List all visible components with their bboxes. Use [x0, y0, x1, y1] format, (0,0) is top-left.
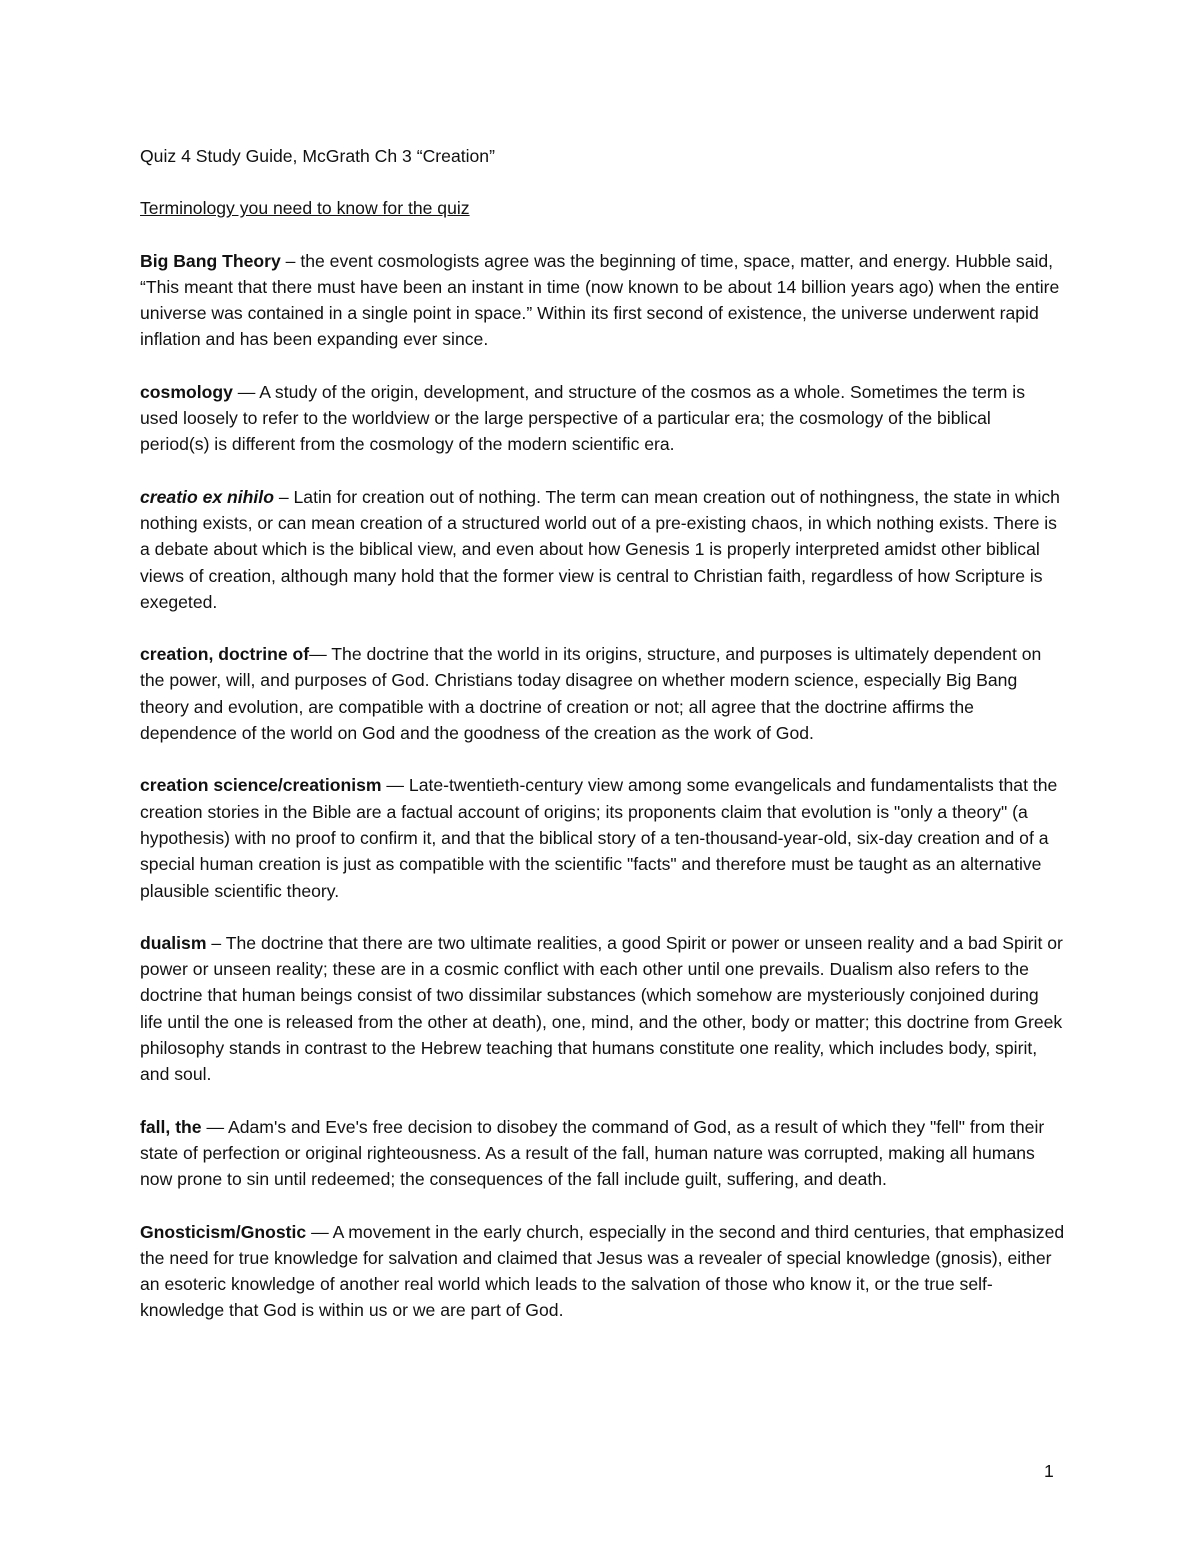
glossary-entry-creatio-ex-nihilo: [140, 484, 1065, 615]
glossary-definition: Late-twentieth-century view among some evangelicals and fundamentalists that the creation stories in the Bible are a factual account of origins; its proponents claim that evolution is "only a theory" (a hypothesis) with no proof to confirm it, and that the biblical story of a ten-thousand-year-old, six-day creation and of a special human creation is just as compatible with the scientific "facts" and therefore must be taught as an alternative plausible scientific theory.: [140, 775, 1058, 901]
term-separator: —: [309, 644, 332, 665]
glossary-term: cosmology: [140, 381, 233, 402]
glossary-definition: The doctrine that there are two ultimate realities, a good Spirit or power or unseen reality and a bad Spirit or power or unseen reality; these are in a cosmic conflict with each other until one prevails. Dualism also refers to the doctrine that human beings consist of two dissimilar substances (which somehow are mysteriously conjoined during life until the one is released from the other at death), one, mind, and the other, body or matter; this doctrine from Greek philosophy stands in contrast to the Hebrew teaching that humans constitute one reality, which includes body, spirit, and soul.: [140, 932, 1063, 1085]
glossary-definition: A movement in the early church, especially in the second and third centuries, that emphasized the need for true knowledge for salvation and claimed that Jesus was a revealer of special knowledge (gnosis), either an esoteric knowledge of another real world which leads to the salvation of those who know it, or the true self-knowledge that God is within us or we are part of God.: [140, 1221, 1065, 1321]
glossary-term: Gnosticism/Gnostic: [140, 1221, 307, 1242]
glossary-term: dualism: [140, 932, 207, 953]
term-separator: –: [280, 250, 301, 271]
glossary-definition: Adam's and Eve's free decision to disobey the command of God, as a result of which they "fell" from their state of perfection or original righteousness. As a result of the fall, human nature was corrupted, making all humans now prone to sin until redeemed; the consequences of the fall include guilt, suffering, and death.: [140, 1116, 1045, 1190]
glossary-entry-cosmology: [140, 379, 1065, 458]
glossary-entry-fall-the: [140, 1114, 1065, 1193]
document-title: Quiz 4 Study Guide, McGrath Ch 3 “Creation”: [140, 146, 495, 166]
glossary-entry-big-bang-theory: [140, 248, 1065, 353]
term-separator: —: [381, 775, 409, 796]
section-heading: Terminology you need to know for the quiz: [140, 198, 470, 219]
term-separator: –: [206, 932, 226, 953]
glossary-term: creation science/creationism: [140, 775, 382, 796]
term-separator: —: [201, 1116, 228, 1137]
term-separator: —: [232, 381, 260, 402]
glossary-term: fall, the: [140, 1116, 202, 1137]
glossary-entry-creation-science: [140, 772, 1065, 903]
glossary-definition: Latin for creation out of nothing. The term can mean creation out of nothingness, the state in which nothing exists, or can mean creation of a structured world out of a pre-existing chaos, in which nothing exists. There is a debate about which is the biblical view, and even about how Genesis 1 is properly interpreted amidst other biblical views of creation, although many hold that the former view is central to Christian faith, regardless of how Scripture is exegeted.: [140, 486, 1060, 612]
term-separator: –: [273, 486, 294, 507]
glossary-entry-dualism: [140, 930, 1065, 1088]
glossary-term: creatio ex nihilo: [140, 486, 274, 507]
glossary-term: Big Bang Theory: [140, 250, 281, 271]
term-separator: —: [306, 1221, 333, 1242]
glossary-definition: A study of the origin, development, and structure of the cosmos as a whole. Sometimes the term is used loosely to refer to the worldview or the large perspective of a particular era; the cosmology of the biblical period(s) is different from the cosmology of the modern scientific era.: [140, 381, 1025, 455]
glossary-entry-creation-doctrine-of: [140, 641, 1065, 746]
glossary-definition: The doctrine that the world in its origins, structure, and purposes is ultimately dependent on the power, will, and purposes of God. Christians today disagree on whether modern science, especially Big Bang theory and evolution, are compatible with a doctrine of creation or not; all agree that the doctrine affirms the dependence of the world on God and the goodness of the creation as the work of God.: [140, 644, 1042, 744]
document-body: [140, 143, 1065, 1350]
glossary-term: creation, doctrine of: [140, 644, 310, 665]
glossary-definition: the event cosmologists agree was the beginning of time, space, matter, and energy. Hubble said, “This meant that there must have been an instant in time (now known to be about 14 billion years ago) when the entire universe was contained in a single point in space.” Within its first second of existence, the universe underwent rapid inflation and has been expanding ever since.: [140, 250, 1060, 350]
glossary-entry-gnosticism: [140, 1219, 1065, 1324]
page-number: 1: [1044, 1461, 1054, 1481]
